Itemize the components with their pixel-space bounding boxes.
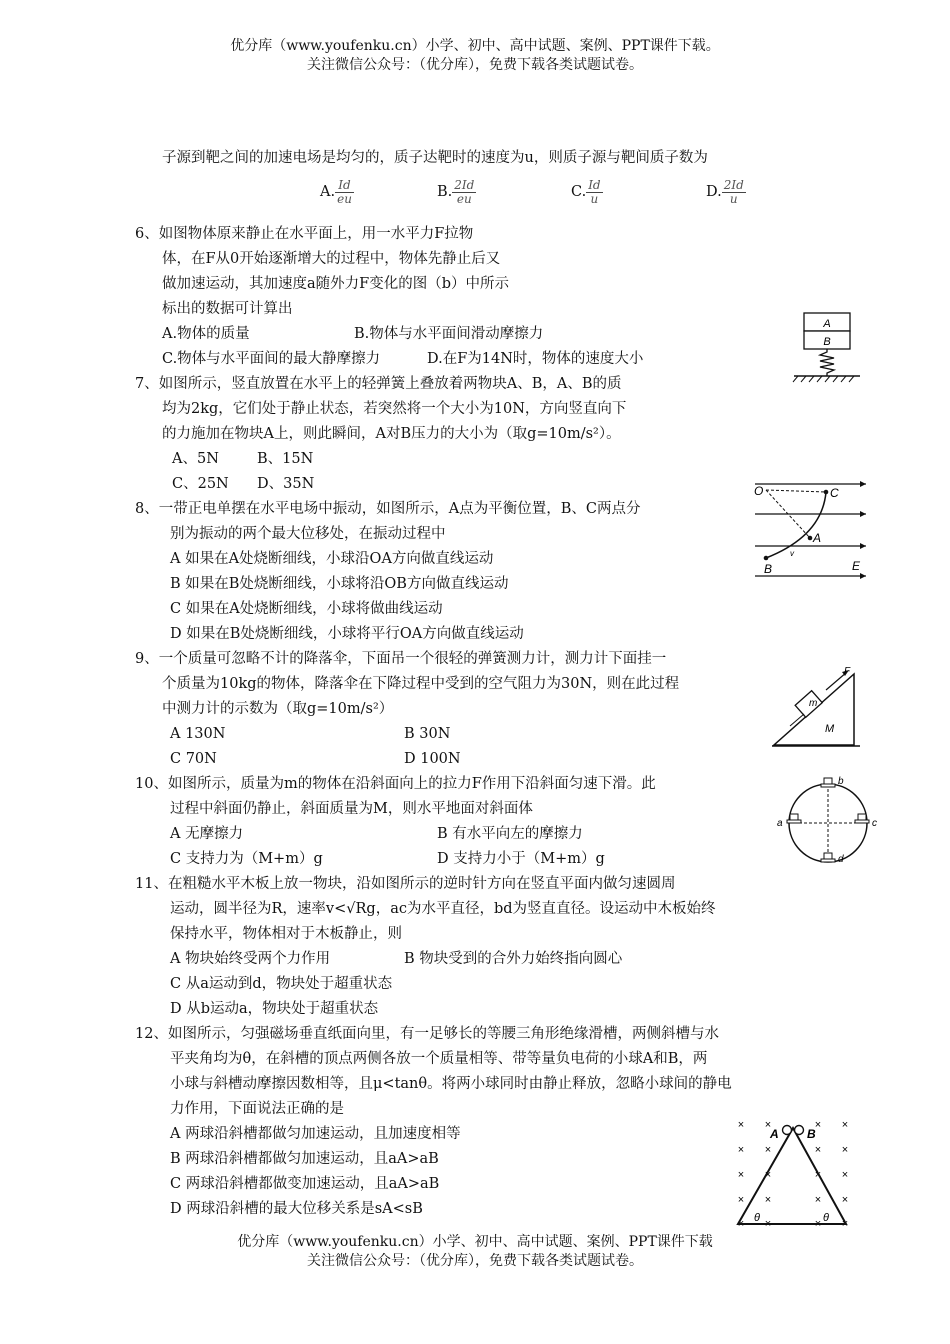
field-cross: × [764, 1194, 772, 1206]
q11-line-1: 11、在粗糙水平木板上放一物块，沿如图所示的逆时针方向在竖直平面内做匀速圆周 [135, 876, 676, 892]
q8-line-2: 别为振动的两个最大位移处，在振动过程中 [170, 526, 446, 542]
theta-right-label: θ [823, 1212, 829, 1224]
q9-line-3: 中测力计的示数为（取g=10m/s²） [162, 701, 394, 717]
q6-line-1: 6、如图物体原来静止在水平面上，用一水平力F拉物 [135, 226, 474, 242]
point-b-label: b [838, 776, 844, 787]
q10-line-1: 10、如图所示，质量为m的物体在沿斜面向上的拉力F作用下沿斜面匀速下滑。此 [135, 776, 656, 792]
q8-option-d: D 如果在B处烧断细线，小球将平行OA方向做直线运动 [170, 626, 524, 642]
point-a-label: A [813, 531, 822, 545]
spring-icon [820, 349, 834, 376]
q6-option-c: C.物体与水平面间的最大静摩擦力 [162, 351, 381, 367]
footer-line-1: 优分库（www.youfenku.cn）小学、初中、高中试题、案例、PPT课件下载 [237, 1234, 713, 1250]
ball-b-label: B [807, 1127, 816, 1141]
field-cross: × [764, 1218, 772, 1230]
spring-blocks-figure [782, 308, 862, 390]
q7-option-b: B、15N [257, 451, 314, 467]
field-cross: × [814, 1194, 822, 1206]
q7-line-2: 均为2kg，它们处于静止状态，若突然将一个大小为10N，方向竖直向下 [162, 401, 627, 417]
q9-option-c: C 70N [170, 751, 217, 767]
q6-line-4: 标出的数据可计算出 [162, 301, 293, 317]
point-b-label: B [764, 562, 773, 576]
q8-option-b: B 如果在B处烧断细线，小球将沿OB方向做直线运动 [170, 576, 509, 592]
ball-b [795, 1126, 804, 1135]
q12-option-b: B 两球沿斜槽都做匀加速运动，且aA>aB [170, 1151, 439, 1167]
field-cross: × [737, 1144, 745, 1156]
q9-option-d: D 100N [404, 751, 461, 767]
incline-m-label: M [825, 723, 835, 735]
point-o-label: O [754, 484, 764, 498]
field-cross: × [814, 1169, 822, 1181]
q7-option-d: D、35N [257, 476, 315, 492]
q9-option-b: B 30N [404, 726, 451, 742]
triangle-field-figure [730, 1112, 856, 1234]
pendulum-arc [766, 492, 826, 558]
q10-option-a: A 无摩擦力 [170, 826, 244, 842]
circle-motion-figure [774, 772, 882, 866]
q10-option-d: D 支持力小于（M+m）g [437, 851, 605, 867]
q6-line-2: 体，在F从0开始逐渐增大的过程中，物体先静止后又 [162, 251, 501, 267]
q5-option-a: A. $\frac{Id}{eu}$ [320, 178, 352, 206]
q11-option-b: B 物块受到的合外力始终指向圆心 [404, 951, 623, 967]
point-c-label: C [830, 486, 839, 500]
q6-option-a: A.物体的质量 [162, 326, 250, 342]
q11-line-2: 运动，圆半径为R，速率v<√Rg，ac为水平直径，bd为竖直直径。设运动中木板始终 [170, 901, 716, 917]
q8-option-a: A 如果在A处烧断细线，小球沿OA方向做直线运动 [170, 551, 494, 567]
q12-line-2: 平夹角均为θ，在斜槽的顶点两侧各放一个质量相等、带等量负电荷的小球A和B，两 [170, 1051, 708, 1067]
q12-line-1: 12、如图所示，匀强磁场垂直纸面向里，有一足够长的等腰三角形绝缘滑槽，两侧斜槽与水 [135, 1026, 719, 1042]
q7-line-3: 的力施加在物块A上，则此瞬间，A对B压力的大小为（取g=10m/s²）。 [162, 426, 621, 442]
q12-option-a: A 两球沿斜槽都做匀加速运动，且加速度相等 [170, 1126, 461, 1142]
ball-a-label: A [770, 1127, 779, 1141]
q10-option-c: C 支持力为（M+m）g [170, 851, 323, 867]
q7-line-1: 7、如图所示，竖直放置在水平上的轻弹簧上叠放着两物块A、B，A、B的质 [135, 376, 622, 392]
q12-line-4: 力作用，下面说法正确的是 [170, 1101, 344, 1117]
q6-line-3: 做加速运动，其加速度a随外力F变化的图（b）中所示 [162, 276, 509, 292]
q12-line-3: 小球与斜槽动摩擦因数相等，且μ<tanθ。将两小球同时由静止释放，忽略小球间的静电 [170, 1076, 732, 1092]
field-cross: × [764, 1119, 772, 1131]
block-b-label: B [823, 336, 831, 348]
q11-option-a: A 物块始终受两个力作用 [170, 951, 331, 967]
q8-line-1: 8、一带正电单摆在水平电场中振动，如图所示，A点为平衡位置，B、C两点分 [135, 501, 641, 517]
field-cross: × [814, 1218, 822, 1230]
point-c-label: c [872, 818, 877, 829]
footer-line-2: 关注微信公众号：（优分库），免费下载各类试题试卷。 [307, 1253, 643, 1269]
q6-option-b: B.物体与水平面间滑动摩擦力 [354, 326, 544, 342]
incline-figure [770, 664, 864, 750]
q12-option-c: C 两球沿斜槽都做变加速运动，且aA>aB [170, 1176, 440, 1192]
point-a-label: a [777, 818, 783, 829]
q11-line-3: 保持水平，物体相对于木板静止，则 [170, 926, 402, 942]
ground-hatch [793, 376, 854, 382]
block-m-label: m [809, 698, 818, 709]
q8-option-c: C 如果在A处烧断细线，小球将做曲线运动 [170, 601, 443, 617]
q5-text: 子源到靶之间的加速电场是均匀的，质子达靶时的速度为u，则质子源与靶间质子数为 [162, 150, 708, 166]
block-a-label: A [823, 318, 831, 330]
q7-option-a: A、5N [172, 451, 219, 467]
field-cross: × [841, 1119, 849, 1131]
q11-option-d: D 从b运动a，物块处于超重状态 [170, 1001, 379, 1017]
q11-option-c: C 从a运动到d，物块处于超重状态 [170, 976, 393, 992]
field-cross: × [841, 1144, 849, 1156]
q6-option-d: D.在F为14N时，物体的速度大小 [427, 351, 644, 367]
q9-line-2: 个质量为10kg的物体，降落伞在下降过程中受到的空气阻力为30N，则在此过程 [162, 676, 680, 692]
ball-a [783, 1126, 792, 1135]
q5-option-c: C. $\frac{Id}{u}$ [571, 178, 601, 206]
field-e-label: E [852, 559, 861, 573]
q12-option-d: D 两球沿斜槽的最大位移关系是sA<sB [170, 1201, 423, 1217]
field-cross: × [737, 1194, 745, 1206]
force-f-label: F [844, 666, 851, 677]
field-cross: × [814, 1119, 822, 1131]
q5-option-b: B. $\frac{2Id}{eu}$ [437, 178, 475, 206]
velocity-label: v [790, 549, 794, 558]
field-cross: × [841, 1169, 849, 1181]
theta-left-label: θ [754, 1212, 760, 1224]
point-d-label: d [838, 854, 844, 865]
triangle-slide [738, 1128, 849, 1224]
field-cross: × [737, 1218, 745, 1230]
q10-line-2: 过程中斜面仍静止，斜面质量为M，则水平地面对斜面体 [170, 801, 533, 817]
field-cross: × [737, 1169, 745, 1181]
pendulum-field-figure [750, 476, 870, 584]
q9-option-a: A 130N [170, 726, 226, 742]
field-cross: × [841, 1194, 849, 1206]
q7-option-c: C、25N [172, 476, 229, 492]
q10-option-b: B 有水平向左的摩擦力 [437, 826, 583, 842]
field-cross: × [764, 1169, 772, 1181]
q9-line-1: 9、一个质量可忽略不计的降落伞，下面吊一个很轻的弹簧测力计，测力计下面挂一 [135, 651, 667, 667]
header-line-1: 优分库（www.youfenku.cn）小学、初中、高中试题、案例、PPT课件下载。 [230, 38, 720, 54]
field-cross: × [764, 1144, 772, 1156]
q5-option-d: D. $\frac{2Id}{u}$ [706, 178, 744, 206]
field-cross: × [737, 1119, 745, 1131]
header-line-2: 关注微信公众号：（优分库），免费下载各类试题试卷。 [307, 57, 643, 73]
field-cross: × [814, 1144, 822, 1156]
field-cross: × [841, 1218, 849, 1230]
